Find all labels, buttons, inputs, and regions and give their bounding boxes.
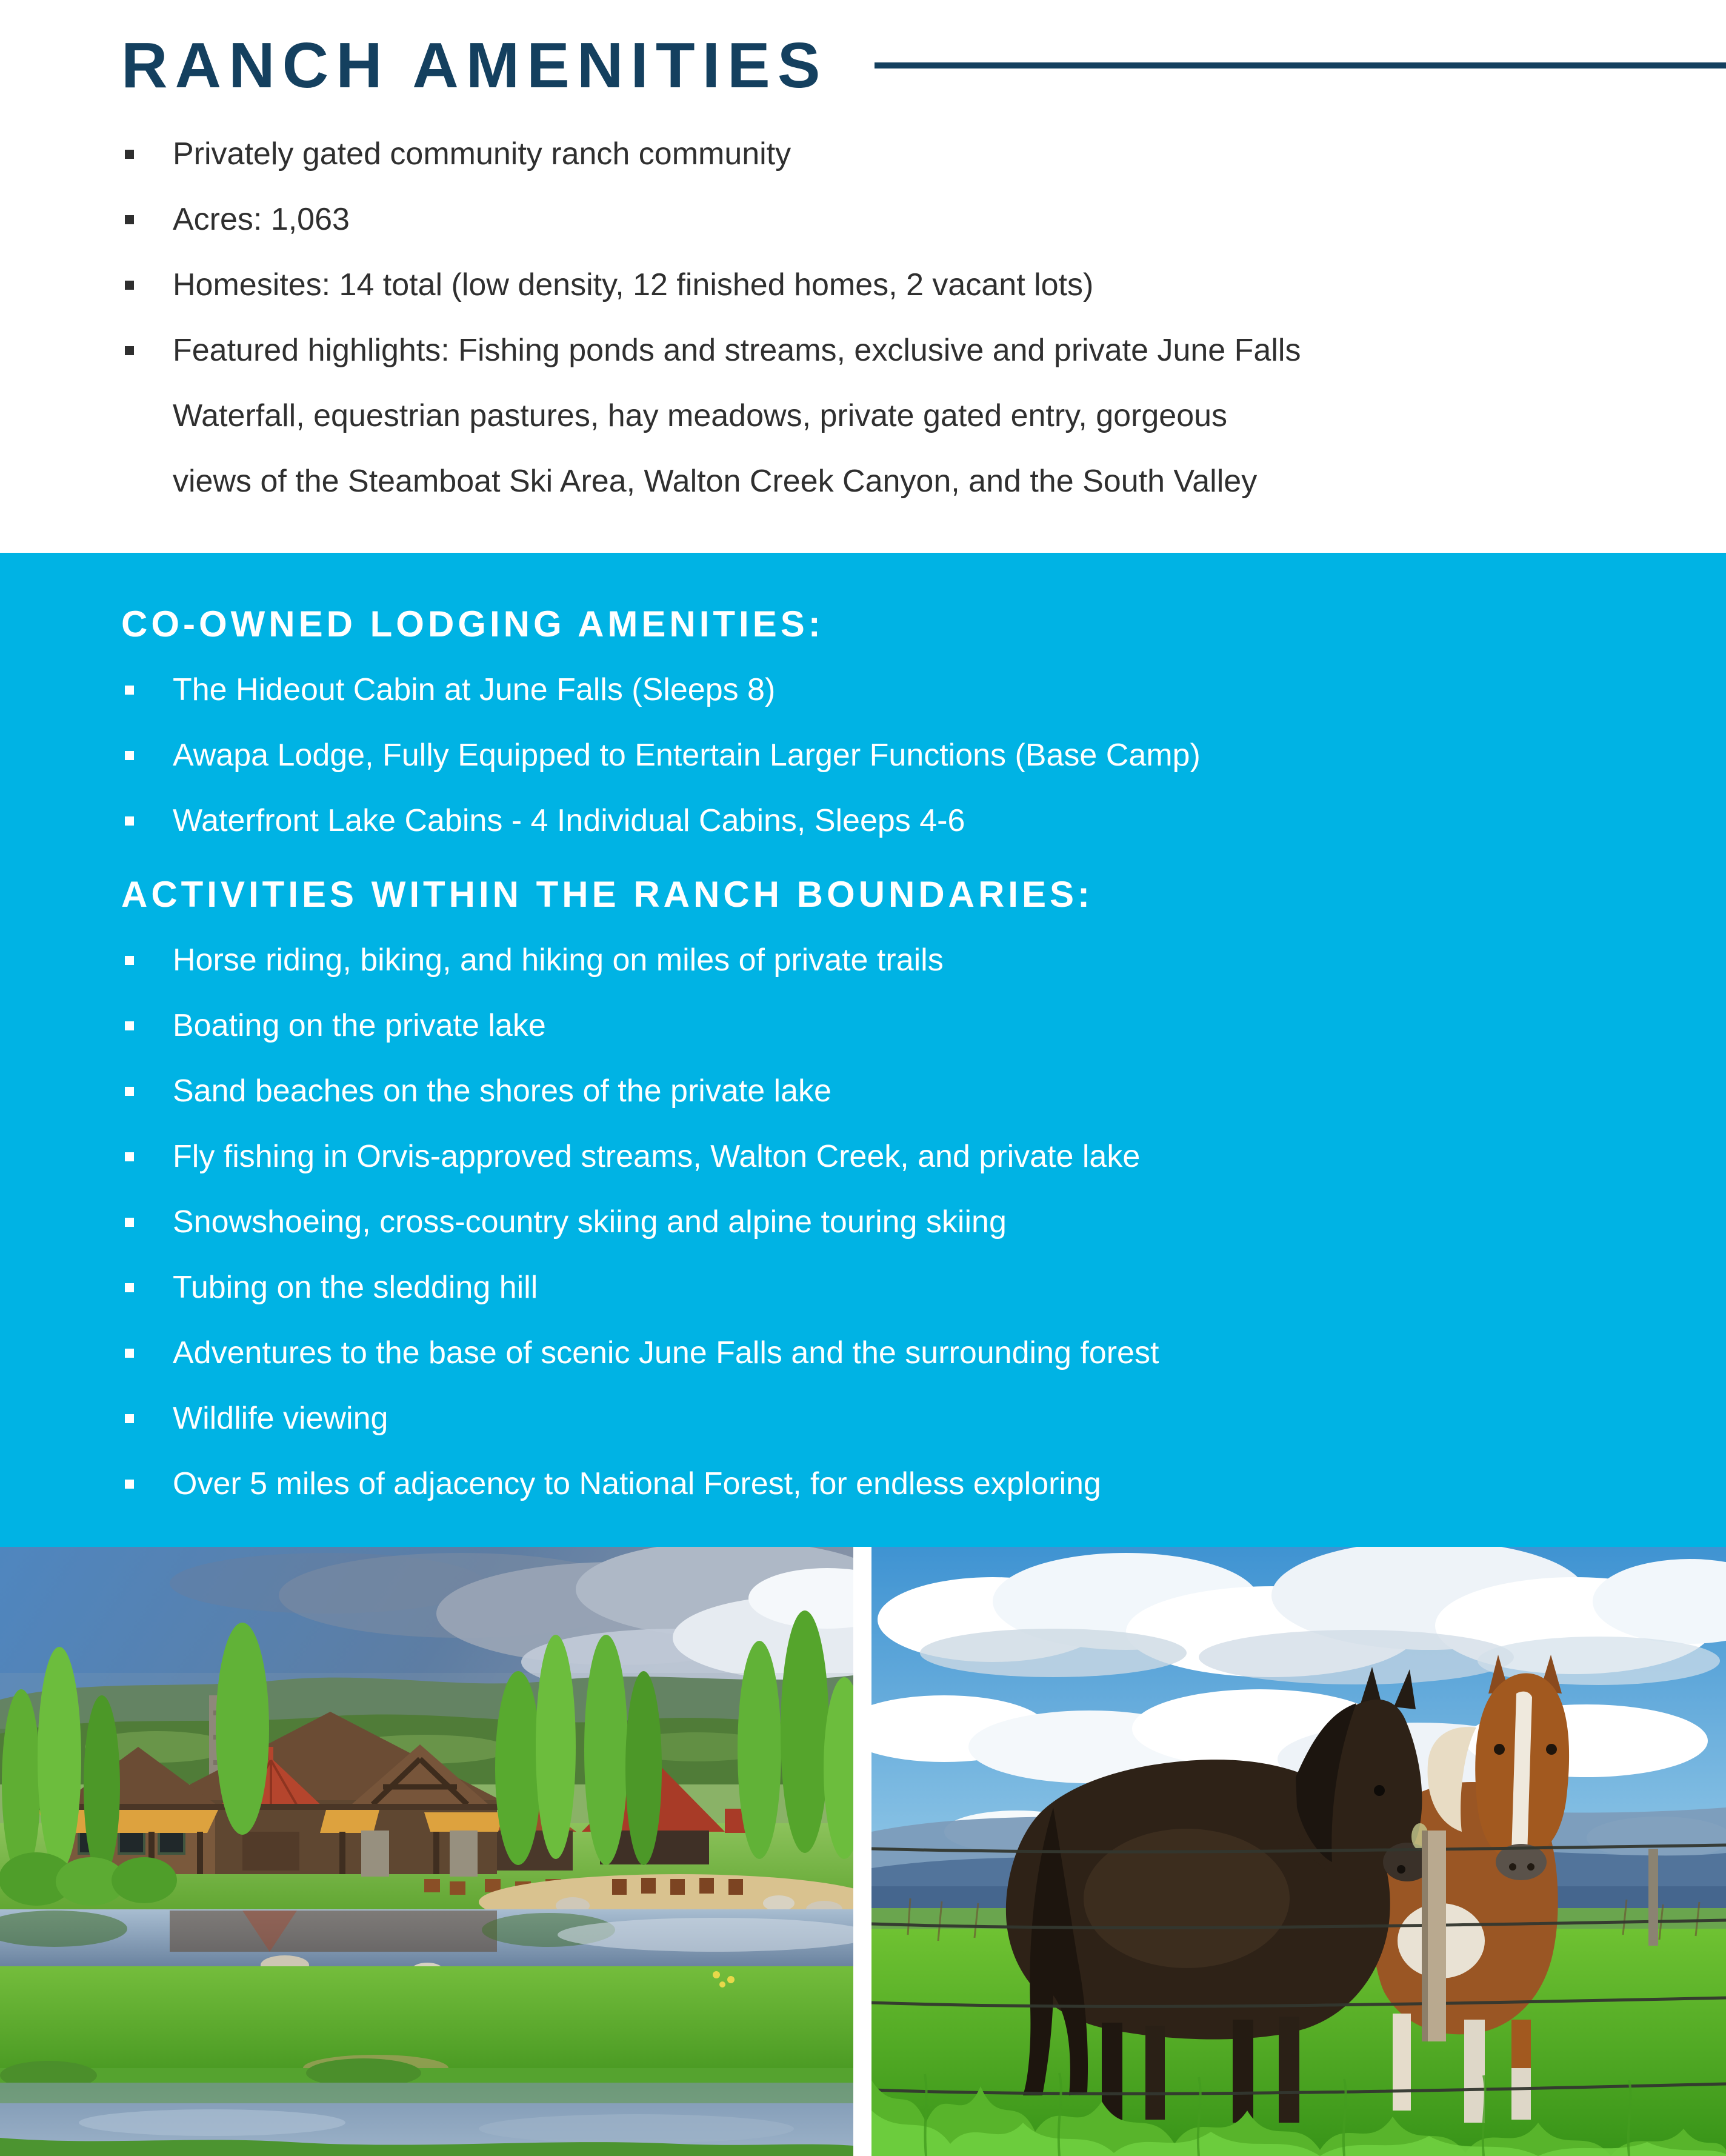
lodging-heading: CO-OWNED LODGING AMENITIES: xyxy=(121,604,824,644)
page-title: RANCH AMENITIES xyxy=(121,30,828,101)
list-item xyxy=(121,318,1599,514)
lodging-list xyxy=(121,657,1599,853)
lodging-activities-section xyxy=(0,553,1726,1547)
list-item-text: The Hideout Cabin at June Falls (Sleeps 8) xyxy=(173,672,776,707)
bullet-square-icon xyxy=(125,1152,134,1161)
list-item-text: Sand beaches on the shores of the private lake xyxy=(173,1073,831,1109)
photo-gallery xyxy=(0,1547,1726,2156)
list-item-text xyxy=(173,318,1599,514)
bullet-square-icon xyxy=(125,956,134,965)
bullet-square-icon xyxy=(125,1414,134,1423)
bullet-square-icon xyxy=(125,751,134,760)
header-section xyxy=(0,0,1726,553)
list-item-text: Horse riding, biking, and hiking on miles of private trails xyxy=(173,943,944,978)
list-item-text: Boating on the private lake xyxy=(173,1008,546,1043)
list-item xyxy=(121,252,1599,318)
list-item xyxy=(121,723,1599,788)
list-item xyxy=(121,1451,1599,1517)
list-item-line: Featured highlights: Fishing ponds and streams, exclusive and private June Falls xyxy=(173,333,1301,368)
list-item xyxy=(121,1189,1599,1255)
list-item-line: views of the Steamboat Ski Area, Walton Creek Canyon, and the South Valley xyxy=(173,464,1258,499)
ranch-amenities-list xyxy=(121,121,1726,514)
bullet-square-icon xyxy=(125,816,134,826)
bullet-square-icon xyxy=(125,686,134,695)
list-item xyxy=(121,993,1599,1058)
list-item-text: Waterfront Lake Cabins - 4 Individual Cabins, Sleeps 4-6 xyxy=(173,803,965,838)
list-item-text: Acres: 1,063 xyxy=(173,202,350,237)
title-rule xyxy=(875,62,1726,68)
list-item-text: Tubing on the sledding hill xyxy=(173,1270,538,1305)
list-item-text: Over 5 miles of adjacency to National Forest, for endless exploring xyxy=(173,1466,1101,1501)
bullet-square-icon xyxy=(125,1480,134,1489)
list-item-text: Wildlife viewing xyxy=(173,1401,388,1436)
list-item-text: Adventures to the base of scenic June Falls and the surrounding forest xyxy=(173,1335,1159,1370)
bullet-square-icon xyxy=(125,1218,134,1227)
bullet-square-icon xyxy=(125,346,134,355)
list-item xyxy=(121,1386,1599,1451)
ranch-lodge-illustration xyxy=(0,1547,853,2156)
list-item xyxy=(121,788,1599,853)
list-item xyxy=(121,121,1599,187)
activities-list xyxy=(121,927,1599,1517)
list-item xyxy=(121,1320,1599,1386)
list-item-text: Snowshoeing, cross-country skiing and alpine touring skiing xyxy=(173,1204,1007,1240)
bullet-square-icon xyxy=(125,1349,134,1358)
list-item-text: Awapa Lodge, Fully Equipped to Entertain Larger Functions (Base Camp) xyxy=(173,738,1201,773)
list-item-line: Waterfall, equestrian pastures, hay meadows, private gated entry, gorgeous xyxy=(173,398,1228,433)
list-item xyxy=(121,1058,1599,1124)
list-item-text: Privately gated community ranch community xyxy=(173,136,791,172)
list-item xyxy=(121,1124,1599,1189)
bullet-square-icon xyxy=(125,281,134,290)
bullet-square-icon xyxy=(125,1021,134,1030)
bullet-square-icon xyxy=(125,1283,134,1292)
list-item xyxy=(121,1255,1599,1320)
list-item xyxy=(121,927,1599,993)
horses-illustration xyxy=(871,1547,1726,2156)
ranch-lodge-photo xyxy=(0,1547,853,2156)
horses-photo xyxy=(871,1547,1726,2156)
activities-heading: ACTIVITIES WITHIN THE RANCH BOUNDARIES: xyxy=(121,874,1093,915)
list-item xyxy=(121,187,1599,252)
bullet-square-icon xyxy=(125,150,134,159)
list-item xyxy=(121,657,1599,723)
bullet-square-icon xyxy=(125,215,134,224)
list-item-text: Homesites: 14 total (low density, 12 finished homes, 2 vacant lots) xyxy=(173,267,1094,302)
bullet-square-icon xyxy=(125,1087,134,1096)
title-row xyxy=(121,25,1726,105)
list-item-text: Fly fishing in Orvis-approved streams, Walton Creek, and private lake xyxy=(173,1139,1141,1174)
